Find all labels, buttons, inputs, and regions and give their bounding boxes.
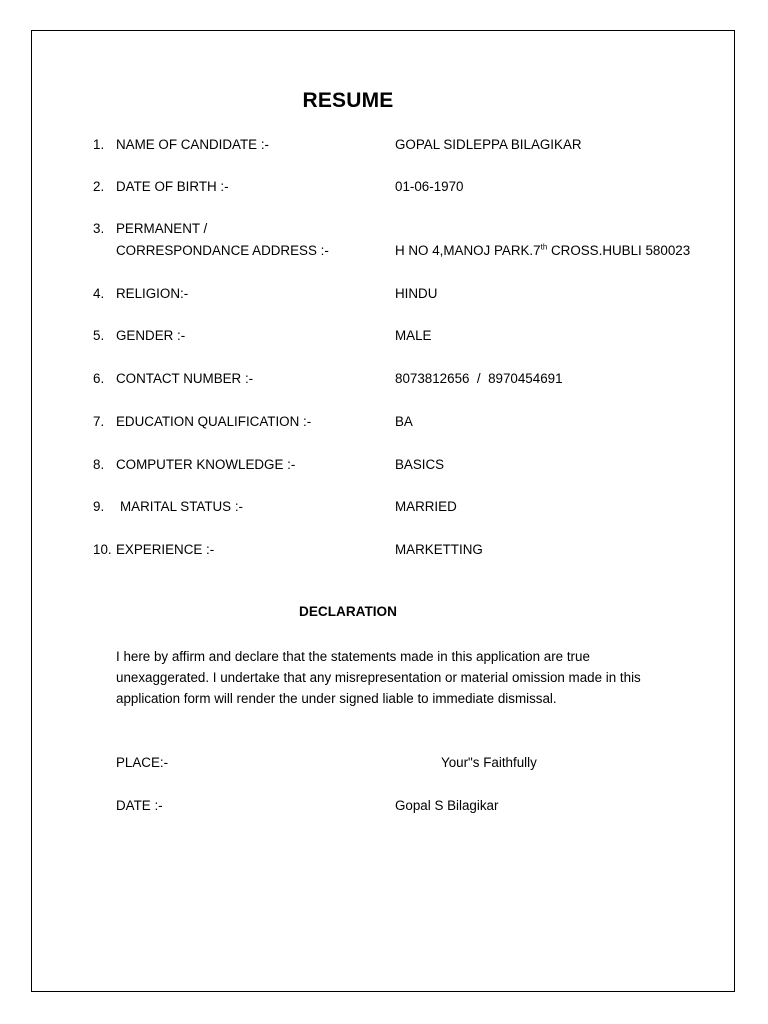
field-value: BA — [395, 414, 413, 429]
field-number: 6. — [93, 371, 105, 386]
closing-text: Your"s Faithfully — [441, 755, 537, 770]
field-label: MARITAL STATUS :- — [120, 499, 243, 514]
field-value: 01-06-1970 — [395, 179, 464, 194]
field-value: 8073812656 / 8970454691 — [395, 371, 563, 386]
field-row-gender — [0, 326, 768, 346]
field-row-computer — [0, 455, 768, 475]
field-row-religion — [0, 284, 768, 304]
field-number: 7. — [93, 414, 105, 429]
field-label: EDUCATION QUALIFICATION :- — [116, 414, 312, 429]
field-value: MARKETTING — [395, 542, 483, 557]
address-superscript: th — [540, 242, 548, 252]
field-label: PERMANENT / — [116, 221, 208, 236]
field-row-contact — [0, 369, 768, 389]
date-label: DATE :- — [116, 798, 163, 813]
place-label: PLACE:- — [116, 755, 169, 770]
field-number: 8. — [93, 457, 105, 472]
declaration-line: application form will render the under signed liable to immediate dismissal. — [116, 691, 557, 706]
field-number: 3. — [93, 221, 105, 236]
declaration-body — [116, 646, 696, 709]
field-row-marital — [0, 497, 768, 517]
field-value: HINDU — [395, 286, 438, 301]
field-number: 4. — [93, 286, 105, 301]
address-part: CROSS.HUBLI 580023 — [547, 243, 691, 258]
declaration-line: I here by affirm and declare that the statements made in this application are true — [116, 649, 590, 664]
field-number: 1. — [93, 137, 105, 152]
field-label: GENDER :- — [116, 328, 186, 343]
field-row-name — [0, 135, 768, 155]
field-value: GOPAL SIDLEPPA BILAGIKAR — [395, 137, 582, 152]
declaration-heading: DECLARATION — [299, 604, 397, 619]
field-value-address — [395, 241, 690, 261]
field-row-address-line2 — [0, 241, 768, 261]
field-number: 2. — [93, 179, 105, 194]
field-value: MALE — [395, 328, 432, 343]
field-value: BASICS — [395, 457, 445, 472]
signatory-name: Gopal S Bilagikar — [395, 798, 499, 813]
field-label-continued: CORRESPONDANCE ADDRESS :- — [116, 243, 329, 258]
page-title: RESUME — [302, 89, 394, 112]
field-row-experience — [0, 540, 768, 560]
field-number: 5. — [93, 328, 105, 343]
field-label: COMPUTER KNOWLEDGE :- — [116, 457, 296, 472]
field-label: CONTACT NUMBER :- — [116, 371, 254, 386]
field-value: MARRIED — [395, 499, 457, 514]
field-number: 9. — [93, 499, 105, 514]
field-row-dob — [0, 177, 768, 197]
field-row-education — [0, 412, 768, 432]
field-label: DATE OF BIRTH :- — [116, 179, 229, 194]
address-part: H NO 4,MANOJ PARK.7 — [395, 243, 541, 258]
declaration-line: unexaggerated. I undertake that any misrepresentation or material omission made in this — [116, 670, 641, 685]
field-number: 10. — [93, 542, 112, 557]
field-row-address-line1 — [0, 219, 768, 239]
field-label: EXPERIENCE :- — [116, 542, 215, 557]
field-label: RELIGION:- — [116, 286, 189, 301]
field-label: NAME OF CANDIDATE :- — [116, 137, 270, 152]
